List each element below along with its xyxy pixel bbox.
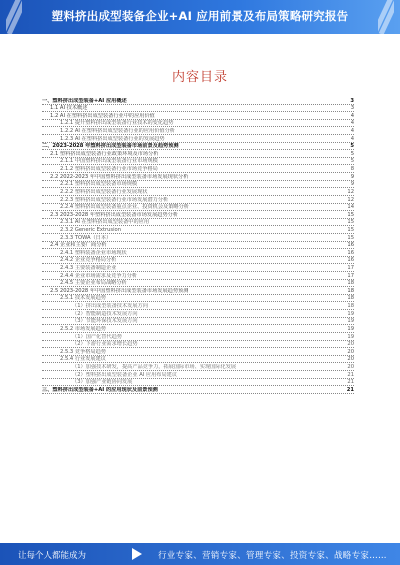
toc-entry[interactable] bbox=[42, 295, 354, 303]
toc-entry-title: 2.2.1 塑料挤出成型装备市场规模 bbox=[60, 181, 138, 188]
page-footer bbox=[0, 543, 400, 565]
toc-entry-page: 15 bbox=[344, 219, 354, 225]
toc-entry-title: 2.5 2023-2028 年中国塑料挤出成型装备市场发展趋势预测 bbox=[50, 287, 189, 294]
toc-entry-page: 19 bbox=[344, 334, 354, 340]
toc-entry-title: 2.2 2022-2023 年中国塑料挤出成型装备市场发展现状分析 bbox=[50, 173, 189, 180]
report-title: 塑料挤出成型装备企业+AI 应用前景及布局策略研究报告 bbox=[51, 9, 349, 23]
toc-entry-page: 16 bbox=[344, 242, 354, 248]
toc-entry[interactable] bbox=[42, 188, 354, 196]
toc-entry-title: 2.5.4 行业发展建议 bbox=[60, 356, 106, 363]
toc-entry-page: 12 bbox=[344, 197, 354, 203]
toc-entry[interactable] bbox=[42, 264, 354, 272]
toc-entry-page: 5 bbox=[344, 143, 354, 149]
toc-entry-title: 1.2.2 AI 在塑料挤出成型装备行业的应用价值分析 bbox=[60, 128, 175, 135]
toc-entry-title: 二、2023-2028 年塑料挤出成型装备市场前景及趋势预测 bbox=[42, 143, 179, 150]
toc-entry-page: 8 bbox=[344, 166, 354, 172]
toc-entry[interactable] bbox=[42, 325, 354, 333]
toc-entry[interactable] bbox=[42, 341, 354, 349]
toc-entry-title: （3）加强产业链协同发展 bbox=[72, 379, 133, 386]
toc-entry-title: 2.2.3 塑料挤出成型装备行业市场发展潜力分析 bbox=[60, 196, 169, 203]
toc-entry[interactable] bbox=[42, 158, 354, 166]
toc-entry[interactable] bbox=[42, 348, 354, 356]
toc-entry-title: 2.4.1 塑料装备企业市场现状 bbox=[60, 249, 127, 256]
toc-entry-title: 2.3 2023-2028 年塑料挤出成型装备市场发展趋势分析 bbox=[50, 211, 179, 218]
toc-entry-title: （1）挤出成型装备技术发展方向 bbox=[72, 303, 148, 310]
toc-entry-title: 2.2.2 塑料挤出成型装备行业发展现状 bbox=[60, 188, 148, 195]
toc-entry-page: 12 bbox=[344, 189, 354, 195]
toc-entry[interactable] bbox=[42, 333, 354, 341]
toc-entry[interactable] bbox=[42, 310, 354, 318]
toc-entry-title: 2.1.2 塑料挤出成型装备行业市场竞争格局 bbox=[60, 166, 158, 173]
toc-entry[interactable] bbox=[42, 226, 354, 234]
toc-entry-title: 2.4.4 企业市场需求及竞争力分析 bbox=[60, 272, 138, 279]
toc-entry-title: 2.3.1 AI 在塑料挤出成型装备中的应用 bbox=[60, 219, 150, 226]
toc-entry[interactable] bbox=[42, 371, 354, 379]
toc-entry-page: 20 bbox=[344, 341, 354, 347]
toc-entry-title: （2）下游行业需求增长趋势 bbox=[72, 341, 138, 348]
toc-entry[interactable] bbox=[42, 234, 354, 242]
toc-entry-page: 18 bbox=[344, 280, 354, 286]
toc-entry[interactable] bbox=[42, 356, 354, 364]
toc-entry-page: 17 bbox=[344, 265, 354, 271]
toc-entry-page: 18 bbox=[344, 303, 354, 309]
toc-entry-page: 14 bbox=[344, 204, 354, 210]
toc-entry-title: 2.5.3 竞争格局趋势 bbox=[60, 348, 106, 355]
toc-entry-page: 17 bbox=[344, 273, 354, 279]
toc-entry[interactable] bbox=[42, 143, 354, 151]
toc-entry[interactable] bbox=[42, 105, 354, 113]
toc-entry-title: （2）塑料挤出成型装备企业 AI 应用布局建议 bbox=[72, 371, 178, 378]
toc-entry-title: 2.4.3 主要装备制造企业 bbox=[60, 265, 117, 272]
toc-entry[interactable] bbox=[42, 211, 354, 219]
toc-entry-title: 2.5.1 技术发展趋势 bbox=[60, 295, 106, 302]
toc-entry-page: 20 bbox=[344, 356, 354, 362]
toc-entry-title: 1.1 AI 技术概述 bbox=[50, 105, 88, 112]
toc-entry-title: 一、塑料挤出成型装备+AI 应用概述 bbox=[42, 97, 127, 104]
toc-entry-title: 1.2 AI 在塑料挤出成型装备行业中的应用价值 bbox=[50, 112, 155, 119]
toc-entry-title: 2.2.4 塑料挤出成型装备重点企业、投资机会及策略分析 bbox=[60, 204, 189, 211]
toc-entry-page: 5 bbox=[344, 158, 354, 164]
toc-entry-page: 5 bbox=[344, 151, 354, 157]
toc-entry[interactable] bbox=[42, 219, 354, 227]
toc-entry-page: 19 bbox=[344, 326, 354, 332]
toc-entry-page: 15 bbox=[344, 235, 354, 241]
toc-entry[interactable] bbox=[42, 150, 354, 158]
toc-entry[interactable] bbox=[42, 120, 354, 128]
toc-entry[interactable] bbox=[42, 272, 354, 280]
toc-entry-page: 4 bbox=[344, 136, 354, 142]
toc-entry-page: 4 bbox=[344, 128, 354, 134]
toc-entry-title: 2.1.1 中国塑料挤出成型装备行业市场规模 bbox=[60, 158, 158, 165]
toc-entry[interactable] bbox=[42, 112, 354, 120]
toc-entry[interactable] bbox=[42, 379, 354, 387]
toc-entry-title: 三、塑料挤出成型装备+AI 的应用现状及前景预测 bbox=[42, 386, 158, 393]
toc-entry-title: 2.4.5 主要企业布局战略分析 bbox=[60, 280, 127, 287]
toc-entry-page: 19 bbox=[344, 318, 354, 324]
toc-entry-page: 4 bbox=[344, 113, 354, 119]
toc-entry[interactable] bbox=[42, 196, 354, 204]
header-stripes-right bbox=[378, 0, 394, 34]
toc-entry-title: 2.5.2 市场发展趋势 bbox=[60, 325, 106, 332]
toc-entry-page: 9 bbox=[344, 181, 354, 187]
toc-entry[interactable] bbox=[42, 127, 354, 135]
toc-entry-title: 2.3.3 TOWA（日本） bbox=[60, 234, 112, 241]
toc-entry-title: （2）智能制造技术发展方向 bbox=[72, 310, 138, 317]
toc-entry-page: 18 bbox=[344, 288, 354, 294]
footer-expert-list: 行业专家、营销专家、管理专家、投资专家、战略专家…… bbox=[158, 551, 387, 561]
toc-entry-page: 21 bbox=[344, 372, 354, 378]
toc-entry-page: 20 bbox=[344, 349, 354, 355]
toc-entry[interactable] bbox=[42, 249, 354, 257]
page-header bbox=[0, 0, 400, 34]
toc-entry-title: 1.2.3 AI 在塑料挤出成型装备行业的发展趋势 bbox=[60, 135, 165, 142]
toc-entry-title: 2.3.2 Generic Extrusion bbox=[60, 226, 122, 233]
toc-entry[interactable] bbox=[42, 181, 354, 189]
toc-entry[interactable] bbox=[42, 386, 354, 394]
toc-entry-title: 1.2.1 提升塑料挤出成型装备行业技术的变化趋势 bbox=[60, 120, 174, 127]
toc-entry[interactable] bbox=[42, 135, 354, 143]
toc-entry-page: 4 bbox=[344, 120, 354, 126]
toc-entry-title: （1）加强技术研发，提高产品竞争力，拓展国际市场、实现国际化发展 bbox=[72, 363, 237, 370]
toc-entry[interactable] bbox=[42, 97, 354, 105]
toc-entry-title: （1）国产化替代趋势 bbox=[72, 333, 122, 340]
toc-entry[interactable] bbox=[42, 204, 354, 212]
toc-entry-page: 16 bbox=[344, 257, 354, 263]
toc-entry-page: 16 bbox=[344, 250, 354, 256]
toc-entry-title: 2.4 企业和主要厂商分析 bbox=[50, 242, 107, 249]
toc-entry-page: 20 bbox=[344, 364, 354, 370]
toc-heading: 内容目录 bbox=[171, 70, 228, 85]
toc-entry-page: 18 bbox=[344, 295, 354, 301]
toc-entry-page: 9 bbox=[344, 174, 354, 180]
toc-entry-page: 3 bbox=[344, 98, 354, 104]
footer-slogan: 让每个人都能成为 bbox=[18, 551, 87, 561]
toc-entry-page: 15 bbox=[344, 212, 354, 218]
table-of-contents bbox=[42, 97, 354, 394]
toc-entry-page: 21 bbox=[344, 387, 354, 393]
toc-entry[interactable] bbox=[42, 257, 354, 265]
toc-entry[interactable] bbox=[42, 165, 354, 173]
toc-entry-page: 15 bbox=[344, 227, 354, 233]
toc-entry-page: 3 bbox=[344, 105, 354, 111]
toc-entry-page: 21 bbox=[344, 379, 354, 385]
toc-entry-title: 2.4.2 企业竞争格局分析 bbox=[60, 257, 117, 264]
toc-entry[interactable] bbox=[42, 242, 354, 250]
arrow-icon bbox=[132, 548, 142, 560]
toc-entry-page: 19 bbox=[344, 311, 354, 317]
toc-entry[interactable] bbox=[42, 363, 354, 371]
toc-entry[interactable] bbox=[42, 280, 354, 288]
toc-entry[interactable] bbox=[42, 318, 354, 326]
toc-entry[interactable] bbox=[42, 302, 354, 310]
toc-entry-title: （3）节能环保技术发展方向 bbox=[72, 318, 138, 325]
toc-entry[interactable] bbox=[42, 173, 354, 181]
toc-entry-title: 2.1 塑料挤出成型装备行业政策环境及市场分析 bbox=[50, 150, 159, 157]
toc-entry[interactable] bbox=[42, 287, 354, 295]
